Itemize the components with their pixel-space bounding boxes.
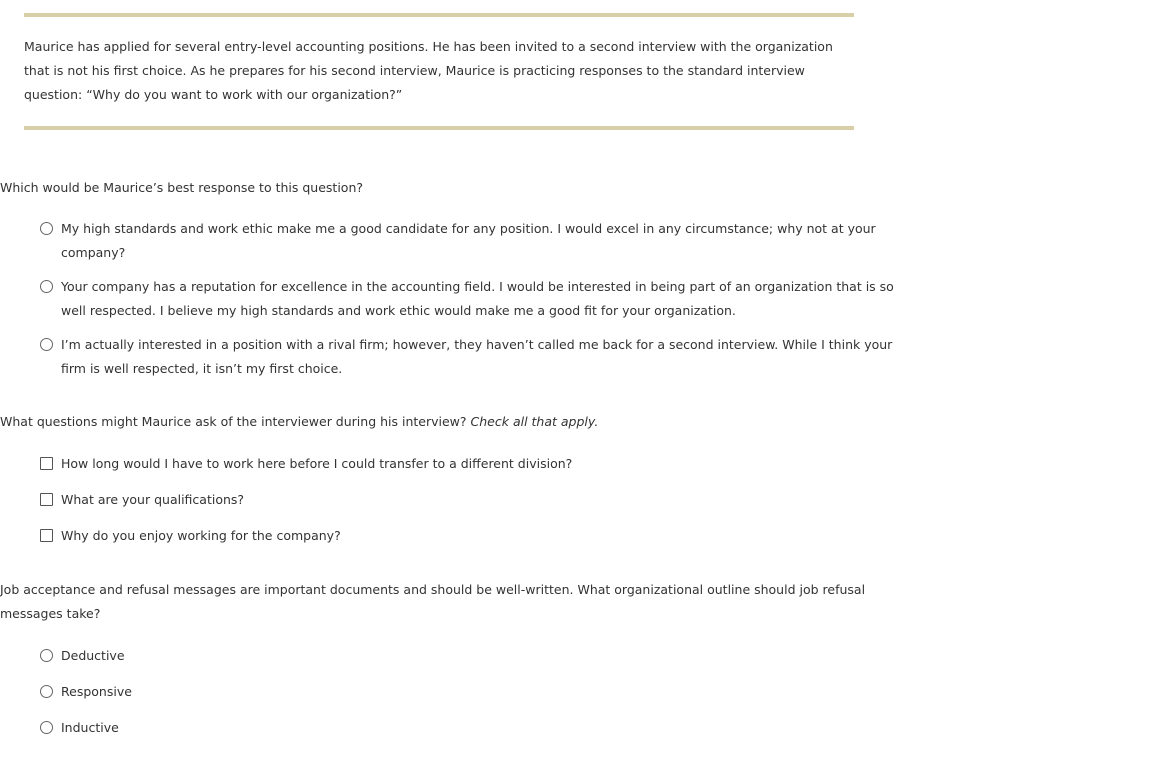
q1-option-2[interactable] <box>39 275 899 323</box>
radio-button[interactable] <box>40 280 53 293</box>
question-2-options <box>39 452 899 548</box>
q2-option-3-label: Why do you enjoy working for the company? <box>61 528 341 543</box>
q2-option-3[interactable] <box>39 524 899 548</box>
question-3-options <box>39 644 899 740</box>
scenario-text: Maurice has applied for several entry-level accounting positions. He has been invited to a second interview with the organization that is not his first choice. As he prepares for his second interview, Maurice is practicing responses to the standard interview question: “Why do you want to work with our organization?” <box>24 39 833 102</box>
question-2-instruction: Check all that apply. <box>470 414 599 429</box>
question-2-text: What questions might Maurice ask of the interviewer during his interview? <box>0 414 467 429</box>
q3-option-3[interactable] <box>39 716 899 740</box>
q3-option-1[interactable] <box>39 644 899 668</box>
radio-button[interactable] <box>40 721 53 734</box>
radio-button[interactable] <box>40 222 53 235</box>
question-1-prompt: Which would be Maurice’s best response to this question? <box>0 180 364 195</box>
q1-option-2-label: Your company has a reputation for excellence in the accounting field. I would be interested in being part of an organization that is so well respected. I believe my high standards and work ethic would make me a good fit for your organization. <box>61 279 894 318</box>
checkbox[interactable] <box>40 493 53 506</box>
q3-option-1-label: Deductive <box>61 648 125 663</box>
question-3-prompt: Job acceptance and refusal messages are important documents and should be well-written. What organizational outline should job refusal messages take? <box>0 582 866 621</box>
radio-button[interactable] <box>40 685 53 698</box>
q1-option-3[interactable] <box>39 333 899 381</box>
q3-option-2-label: Responsive <box>61 684 132 699</box>
checkbox[interactable] <box>40 529 53 542</box>
question-2-prompt <box>0 410 905 434</box>
q3-option-2[interactable] <box>39 680 899 704</box>
radio-button[interactable] <box>40 338 53 351</box>
q2-option-2-label: What are your qualifications? <box>61 492 245 507</box>
q1-option-3-label: I’m actually interested in a position with a rival firm; however, they haven’t called me back for a second interview. While I think your firm is well respected, it isn’t my first choice. <box>61 337 893 376</box>
radio-button[interactable] <box>40 649 53 662</box>
checkbox[interactable] <box>40 457 53 470</box>
q2-option-1[interactable] <box>39 452 899 476</box>
q1-option-1[interactable] <box>39 217 899 265</box>
question-1-options <box>39 217 899 381</box>
q2-option-2[interactable] <box>39 488 899 512</box>
scenario-box <box>24 13 854 130</box>
q3-option-3-label: Inductive <box>61 720 119 735</box>
q2-option-1-label: How long would I have to work here before I could transfer to a different division? <box>61 456 573 471</box>
q1-option-1-label: My high standards and work ethic make me a good candidate for any position. I would excel in any circumstance; why not at your company? <box>61 221 876 260</box>
